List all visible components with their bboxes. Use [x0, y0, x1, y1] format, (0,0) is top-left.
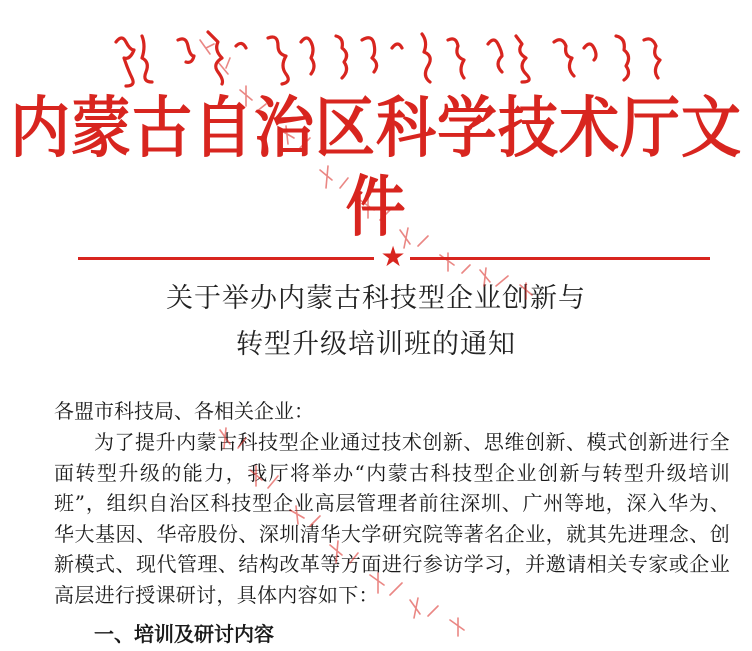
document-title-line-1: 关于举办内蒙古科技型企业创新与: [166, 283, 586, 314]
star-icon: ★: [380, 240, 406, 273]
document-title-line-2: 转型升级培训班的通知: [236, 329, 516, 360]
body-paragraph: 为了提升内蒙古科技型企业通过技术创新、思维创新、模式创新进行全面转型升级的能力，我厅将举办“内蒙古科技型企业创新与转型升级培训班”，组织自治区科技型企业高层管理者前往深圳、广州等地，深入华为、华大基因、华帝股份、深圳清华大学研究院等著名企业，就其先进理念、创新模式、现代管理、结构改革等方面进行参访学习，并邀请相关专家或企业高层进行授课研讨，具体内容如下：: [54, 430, 730, 607]
divider-rule-left: [78, 257, 374, 260]
red-header-divider: [78, 240, 710, 273]
divider-rule-right: [410, 257, 710, 260]
mongolian-header-line: [96, 22, 676, 94]
section-heading-1: 一、培训及研讨内容: [94, 622, 274, 646]
salutation: 各盟市科技局、各相关企业：: [54, 399, 314, 423]
issuing-organization-title: 内蒙古自治区科学技术厅文件: [10, 89, 742, 247]
